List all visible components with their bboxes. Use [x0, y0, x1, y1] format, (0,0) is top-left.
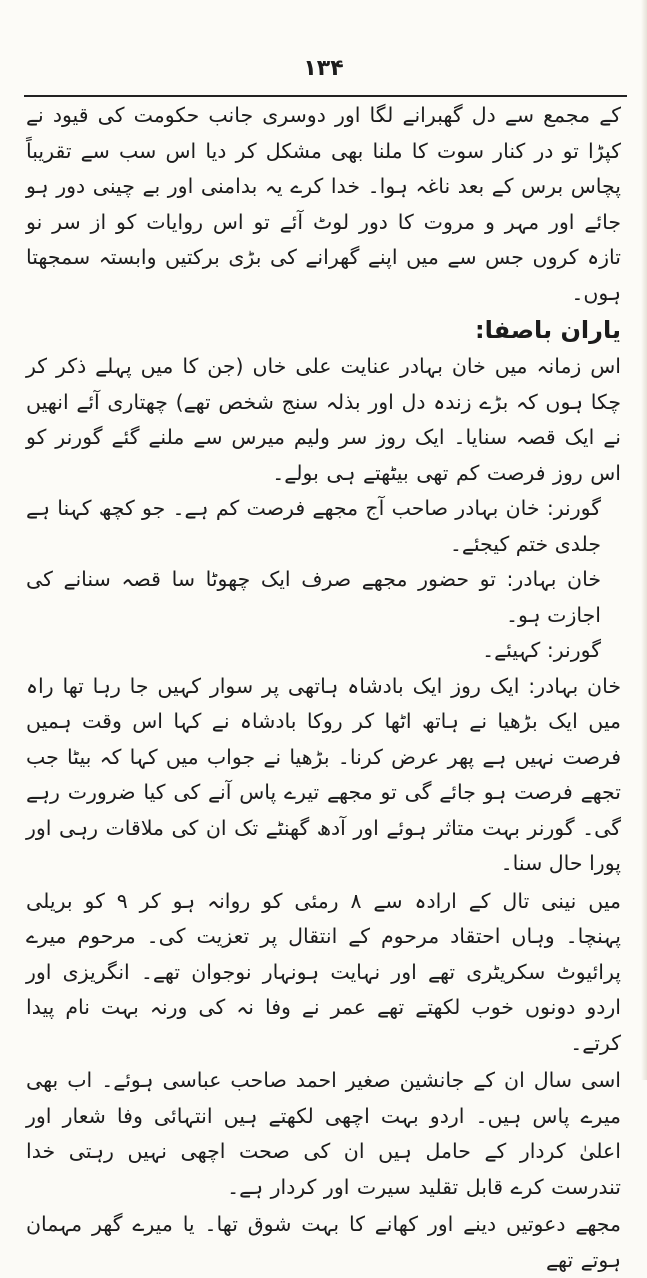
dialogue-governor-1: گورنر: خان بہادر صاحب آج مجھے فرصت کم ہے۔ جو کچھ کہنا ہے جلدی ختم کیجئے۔ [26, 496, 601, 556]
page-edge-shadow [641, 0, 647, 1080]
dialogue-governor-2: گورنر: کہیئے۔ [482, 638, 601, 662]
section-heading: یاران باصفا: [474, 316, 621, 344]
dialogue-khan-bahadur-2: خان بہادر: ایک روز ایک بادشاہ ہاتھی پر سوار کہیں جا رہا تھا راہ میں ایک بڑھیا نے ہاتھ اٹھا کر روکا بادشاہ نے کہا اس وقت ہمیں فرصت نہیں ہے پھر عرض کرنا۔ بڑھیا نے جواب میں کہا کہ بیٹا جب تجھے فرصت ہو جائے گی تو مجھے تیرے پاس آنے کی کیا ضرورت رہے گی۔ گورنر بہت متاثر ہوئے اور آدھ گھنٹے تک ان کی ملاقات رہی اور پورا حال سنا۔ [26, 673, 621, 875]
paragraph-nainital: میں نینی تال کے ارادہ سے ۸ رمئی کو روانہ ہو کر ۹ کو بریلی پہنچا۔ وہاں احتقاد مرحوم کے انتقال پر تعزیت کی۔ مرحوم میرے پرائیوٹ سکریٹری تھے اور نہایت ہونہار نوجوان تھے۔ انگریزی اور اردو دونوں خوب لکھتے تھے عمر نے وفا نہ کی ورنہ بہت نام پیدا کرتے۔ [26, 888, 621, 1055]
dialogue-khan-bahadur-1: خان بہادر: تو حضور مجھے صرف ایک چھوٹا سا قصہ سنانے کی اجازت ہو۔ [26, 567, 601, 627]
paragraph-successor: اسی سال ان کے جانشین صغیر احمد صاحب عباسی ہوئے۔ اب بھی میرے پاس ہیں۔ اردو بہت اچھی لکھتے ہیں انتہائی وفا شعار اور اعلیٰ کردار کے حامل ہیں ان کی صحت اچھی نہیں رہتی خدا تندرست کرے قابل تقلید سیرت اور کردار ہے۔ [26, 1068, 621, 1199]
page-number: ۱۳۴ [303, 56, 344, 81]
paragraph-anecdote-intro: اس زمانہ میں خان بہادر عنایت علی خاں (جن کا میں پہلے ذکر کر چکا ہوں کہ بڑے زندہ دل اور بذلہ سنج شخص تھے) چھتاری آئے انھیں نے ایک قصہ سنایا۔ ایک روز سر ولیم میرس سے ملنے گئے گورنر کو اس روز فرصت کم تھی بیٹھتے ہی بولے۔ [26, 354, 621, 485]
page-text [26, 98, 621, 1272]
paragraph-continuation: کے مجمع سے دل گھبرانے لگا اور دوسری جانب حکومت کی قیود نے کپڑا تو در کنار سوت کا ملنا بھی مشکل کر دیا اس سب سے تقریباً پچاس برس کے بعد ناغہ ہوا۔ خدا کرے یہ بدامنی اور بے چینی دور ہو جائے اور مہر و مروت کا دور لوٹ آئے تو اس روایات کو از سر نو تازہ کروں جس سے میں اپنے گھرانے کی بڑی برکتیں وابستہ سمجھتا ہوں۔ [26, 103, 621, 305]
paragraph-dinners: مجھے دعوتیں دینے اور کھانے کا بہت شوق تھا۔ یا میرے گھر مہمان ہوتے تھے [26, 1212, 621, 1272]
header-rule [24, 95, 627, 97]
